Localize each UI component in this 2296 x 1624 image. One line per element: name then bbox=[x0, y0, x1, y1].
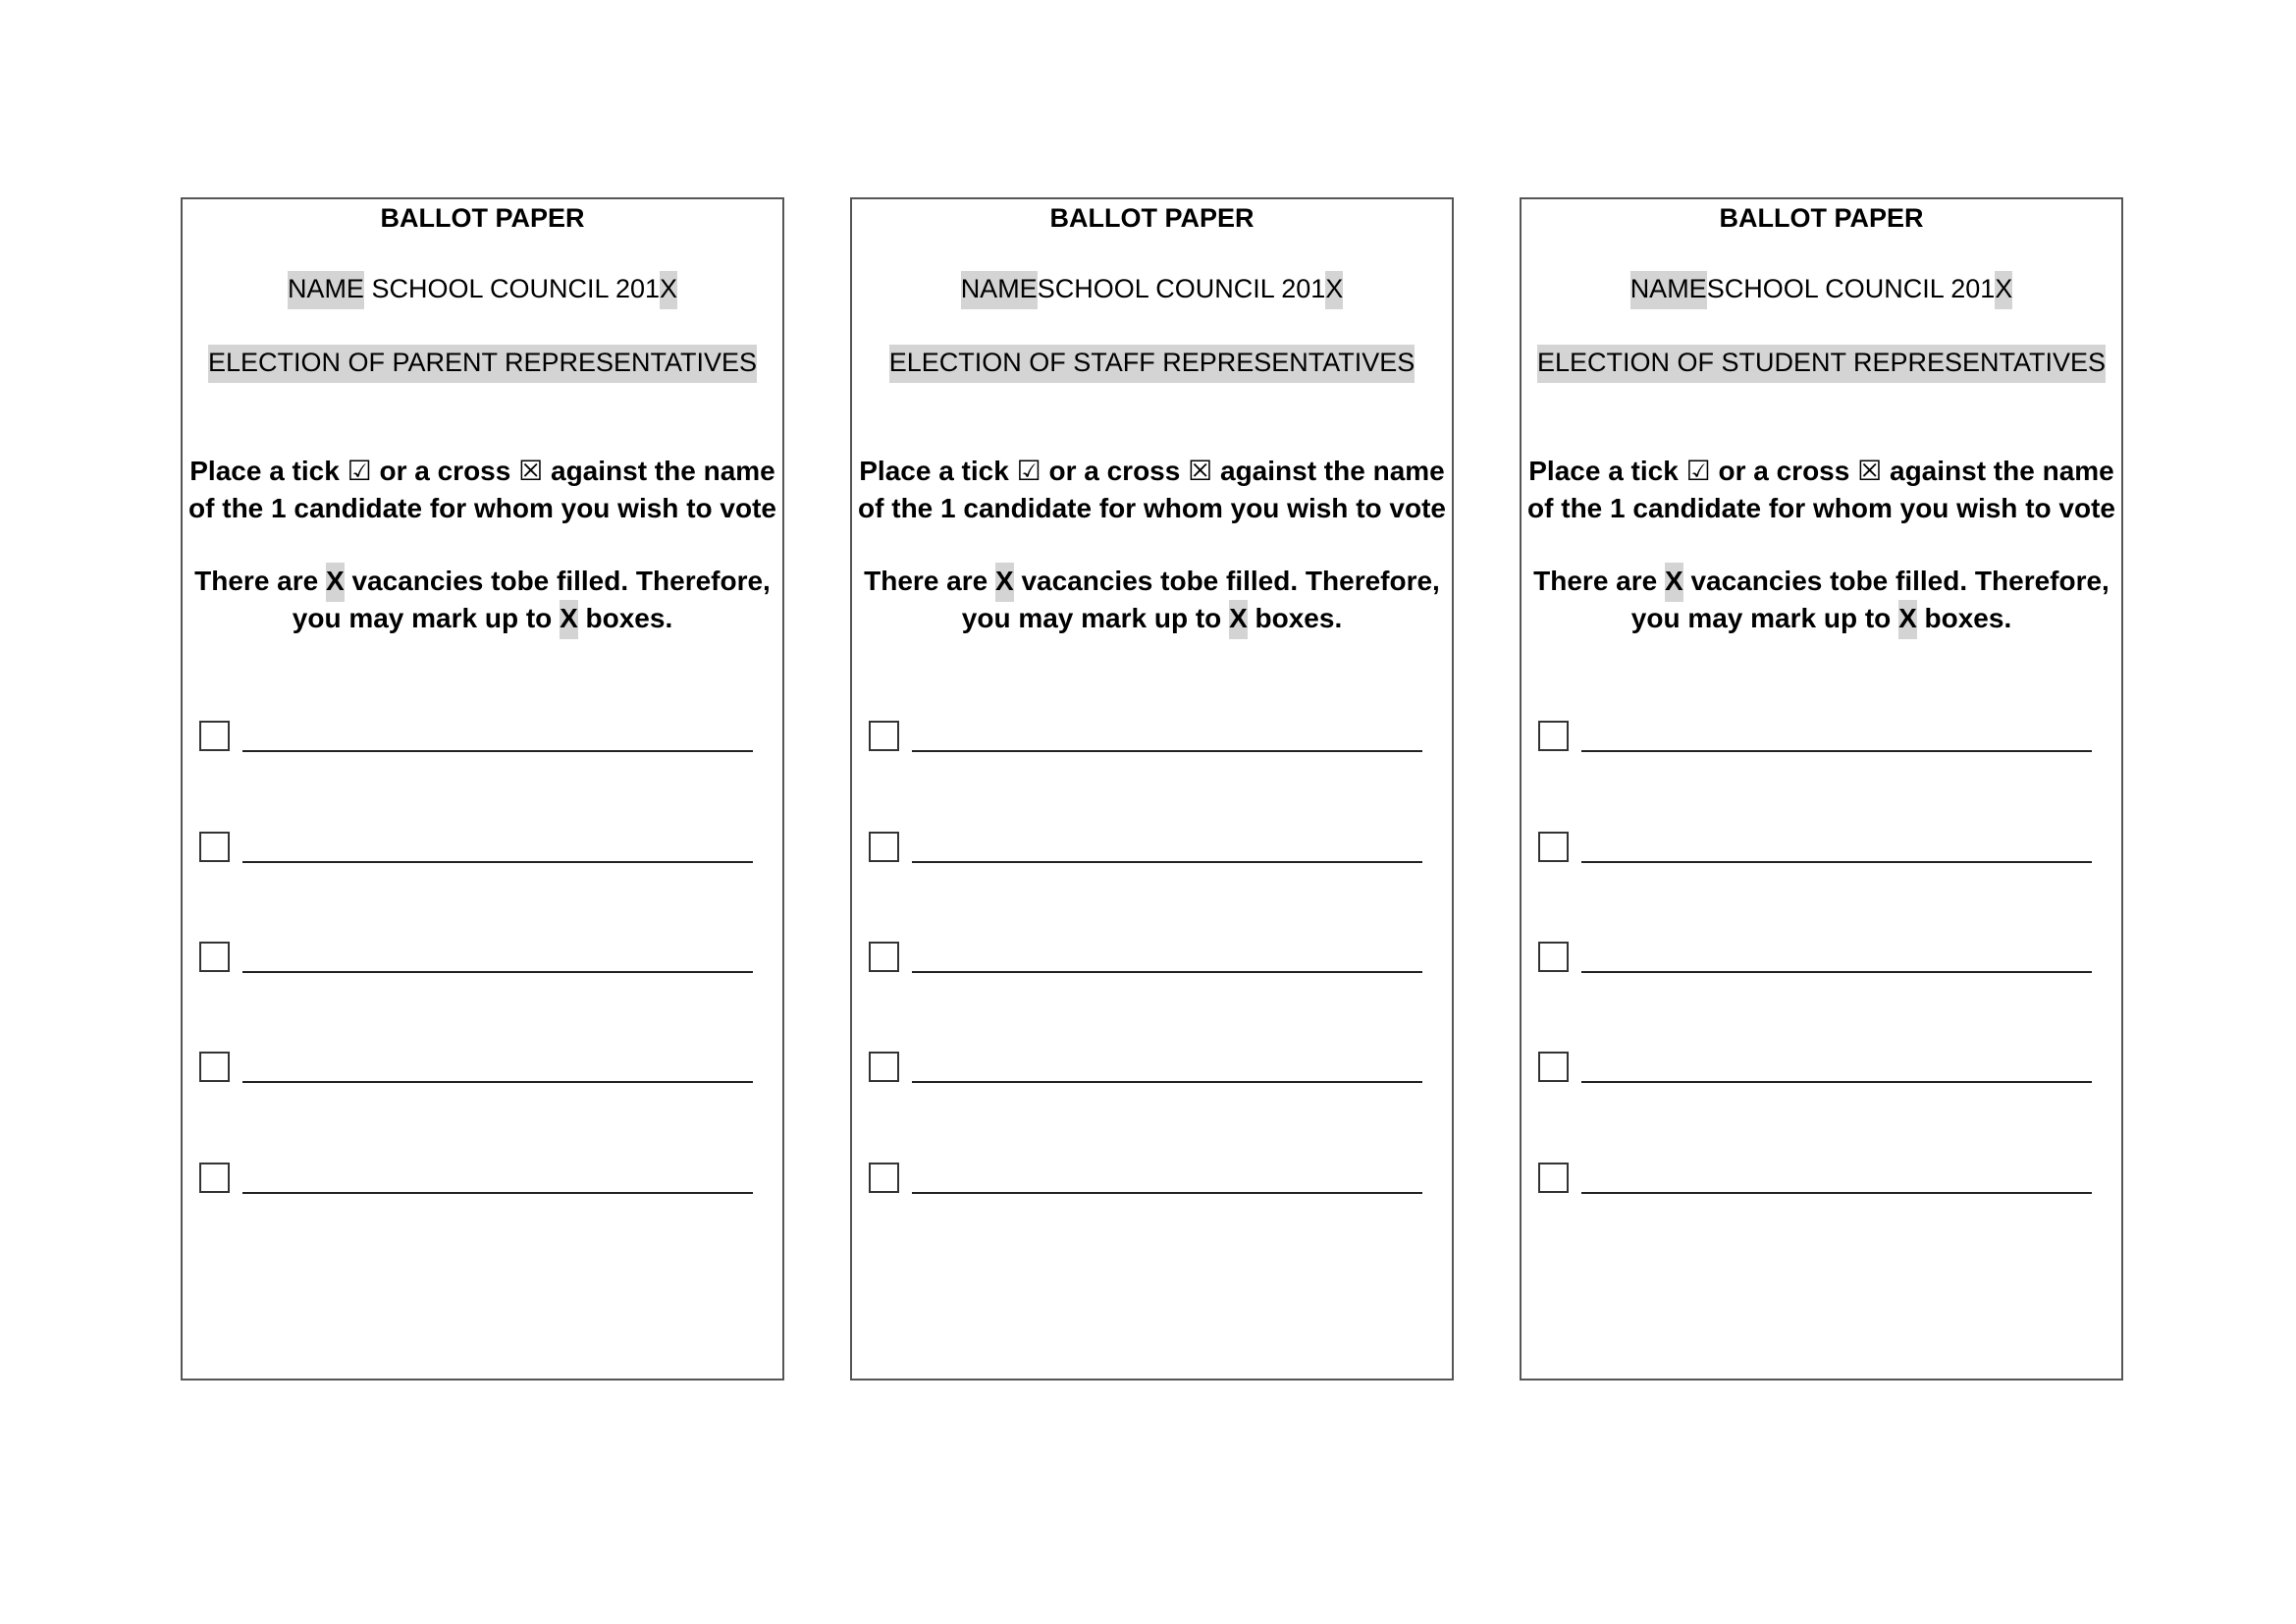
candidate-row bbox=[199, 721, 759, 754]
vacancies-line-2 bbox=[852, 600, 1452, 637]
instruction-line-2: of the 1 candidate for whom you wish to vote bbox=[188, 493, 776, 523]
election-title: ELECTION OF STUDENT REPRESENTATIVES bbox=[1537, 345, 2106, 383]
instruction-line-1 bbox=[852, 453, 1452, 490]
election-line bbox=[852, 344, 1452, 381]
council-line bbox=[1522, 270, 2121, 307]
instruction-part3: against the name bbox=[1882, 456, 2114, 486]
boxes-count-placeholder: X bbox=[560, 600, 578, 639]
ballot-title: BALLOT PAPER bbox=[380, 203, 585, 233]
candidate-row bbox=[199, 942, 759, 975]
candidate-name-line bbox=[242, 971, 753, 973]
vacancies-count-placeholder: X bbox=[326, 563, 345, 602]
name-placeholder: NAME bbox=[1630, 271, 1707, 309]
election-title: ELECTION OF STAFF REPRESENTATIVES bbox=[889, 345, 1415, 383]
ballot-paper-parent bbox=[181, 197, 784, 1380]
vacancies-part3: you may mark up to bbox=[292, 603, 561, 633]
vacancies-part1: There are bbox=[1533, 566, 1665, 596]
candidate-row bbox=[199, 1163, 759, 1196]
vote-checkbox[interactable] bbox=[199, 721, 230, 751]
tick-box-icon: ☑ bbox=[1685, 455, 1711, 487]
instruction-part2: or a cross bbox=[1041, 456, 1189, 486]
vacancies-part1: There are bbox=[194, 566, 326, 596]
vote-checkbox[interactable] bbox=[1538, 832, 1569, 862]
vacancies-count-placeholder: X bbox=[995, 563, 1014, 602]
candidate-name-line bbox=[1581, 1192, 2092, 1194]
instruction-line-1 bbox=[1522, 453, 2121, 490]
candidate-name-line bbox=[242, 750, 753, 752]
election-line bbox=[1522, 344, 2121, 381]
candidate-row bbox=[869, 721, 1428, 754]
vacancies-count-placeholder: X bbox=[1665, 563, 1683, 602]
instruction-part2: or a cross bbox=[1710, 456, 1858, 486]
vote-checkbox[interactable] bbox=[199, 1163, 230, 1193]
candidate-row bbox=[1538, 1052, 2098, 1085]
instruction-part3: against the name bbox=[1212, 456, 1445, 486]
candidate-row bbox=[869, 832, 1428, 865]
candidate-name-line bbox=[242, 861, 753, 863]
candidate-row bbox=[869, 942, 1428, 975]
tick-box-icon: ☑ bbox=[1016, 455, 1041, 487]
vacancies-part1: There are bbox=[864, 566, 995, 596]
boxes-count-placeholder: X bbox=[1898, 600, 1917, 639]
boxes-count-placeholder: X bbox=[1229, 600, 1248, 639]
election-title: ELECTION OF PARENT REPRESENTATIVES bbox=[208, 345, 757, 383]
candidate-row bbox=[199, 832, 759, 865]
instruction-line-2: of the 1 candidate for whom you wish to vote bbox=[858, 493, 1446, 523]
year-placeholder: X bbox=[1995, 271, 2012, 309]
instruction-part1: Place a tick bbox=[189, 456, 347, 486]
vacancies-line-1 bbox=[852, 563, 1452, 600]
vote-checkbox[interactable] bbox=[869, 1163, 899, 1193]
instruction-line-1 bbox=[183, 453, 782, 490]
council-text: SCHOOL COUNCIL 201 bbox=[1037, 274, 1326, 303]
vacancies-part4: boxes. bbox=[1247, 603, 1343, 633]
council-text: SCHOOL COUNCIL 201 bbox=[1706, 274, 1996, 303]
vacancies-line-1 bbox=[183, 563, 782, 600]
candidate-name-line bbox=[1581, 1081, 2092, 1083]
ballot-title: BALLOT PAPER bbox=[1719, 203, 1924, 233]
vacancies-part4: boxes. bbox=[577, 603, 673, 633]
candidate-row bbox=[1538, 1163, 2098, 1196]
vacancies-line-1 bbox=[1522, 563, 2121, 600]
vote-checkbox[interactable] bbox=[199, 1052, 230, 1082]
instruction-part3: against the name bbox=[543, 456, 775, 486]
vote-checkbox[interactable] bbox=[199, 832, 230, 862]
candidate-row bbox=[869, 1052, 1428, 1085]
candidate-name-line bbox=[1581, 971, 2092, 973]
election-line bbox=[183, 344, 782, 381]
vacancies-line-2 bbox=[183, 600, 782, 637]
candidate-name-line bbox=[1581, 861, 2092, 863]
cross-box-icon: ☒ bbox=[518, 455, 544, 487]
instruction-part2: or a cross bbox=[371, 456, 519, 486]
candidate-row bbox=[869, 1163, 1428, 1196]
candidate-name-line bbox=[912, 971, 1422, 973]
tick-box-icon: ☑ bbox=[347, 455, 372, 487]
candidate-name-line bbox=[912, 750, 1422, 752]
ballot-paper-student bbox=[1520, 197, 2123, 1380]
vacancies-line-2 bbox=[1522, 600, 2121, 637]
instruction-line-2: of the 1 candidate for whom you wish to vote bbox=[1527, 493, 2115, 523]
council-line bbox=[183, 270, 782, 307]
cross-box-icon: ☒ bbox=[1857, 455, 1883, 487]
vacancies-part2: vacancies tobe filled. Therefore, bbox=[1682, 566, 2109, 596]
vote-checkbox[interactable] bbox=[1538, 1052, 1569, 1082]
candidate-row bbox=[1538, 721, 2098, 754]
vote-checkbox[interactable] bbox=[1538, 1163, 1569, 1193]
vacancies-part3: you may mark up to bbox=[1630, 603, 1899, 633]
candidate-row bbox=[1538, 832, 2098, 865]
vote-checkbox[interactable] bbox=[1538, 721, 1569, 751]
cross-box-icon: ☒ bbox=[1188, 455, 1213, 487]
year-placeholder: X bbox=[660, 271, 677, 309]
candidate-name-line bbox=[242, 1081, 753, 1083]
vacancies-part2: vacancies tobe filled. Therefore, bbox=[344, 566, 771, 596]
vote-checkbox[interactable] bbox=[869, 721, 899, 751]
vote-checkbox[interactable] bbox=[869, 1052, 899, 1082]
name-placeholder: NAME bbox=[961, 271, 1038, 309]
vacancies-part3: you may mark up to bbox=[961, 603, 1230, 633]
candidate-name-line bbox=[912, 1081, 1422, 1083]
candidate-name-line bbox=[912, 861, 1422, 863]
vacancies-part2: vacancies tobe filled. Therefore, bbox=[1013, 566, 1440, 596]
council-line bbox=[852, 270, 1452, 307]
instruction-part1: Place a tick bbox=[859, 456, 1017, 486]
ballot-title: BALLOT PAPER bbox=[1049, 203, 1255, 233]
candidate-name-line bbox=[1581, 750, 2092, 752]
instruction-part1: Place a tick bbox=[1528, 456, 1686, 486]
vacancies-part4: boxes. bbox=[1916, 603, 2012, 633]
vote-checkbox[interactable] bbox=[1538, 942, 1569, 972]
ballot-paper-staff bbox=[850, 197, 1454, 1380]
council-text: SCHOOL COUNCIL 201 bbox=[363, 274, 661, 303]
year-placeholder: X bbox=[1325, 271, 1343, 309]
vote-checkbox[interactable] bbox=[199, 942, 230, 972]
vote-checkbox[interactable] bbox=[869, 832, 899, 862]
candidate-row bbox=[1538, 942, 2098, 975]
candidate-name-line bbox=[242, 1192, 753, 1194]
name-placeholder: NAME bbox=[288, 271, 364, 309]
vote-checkbox[interactable] bbox=[869, 942, 899, 972]
candidate-name-line bbox=[912, 1192, 1422, 1194]
candidate-row bbox=[199, 1052, 759, 1085]
